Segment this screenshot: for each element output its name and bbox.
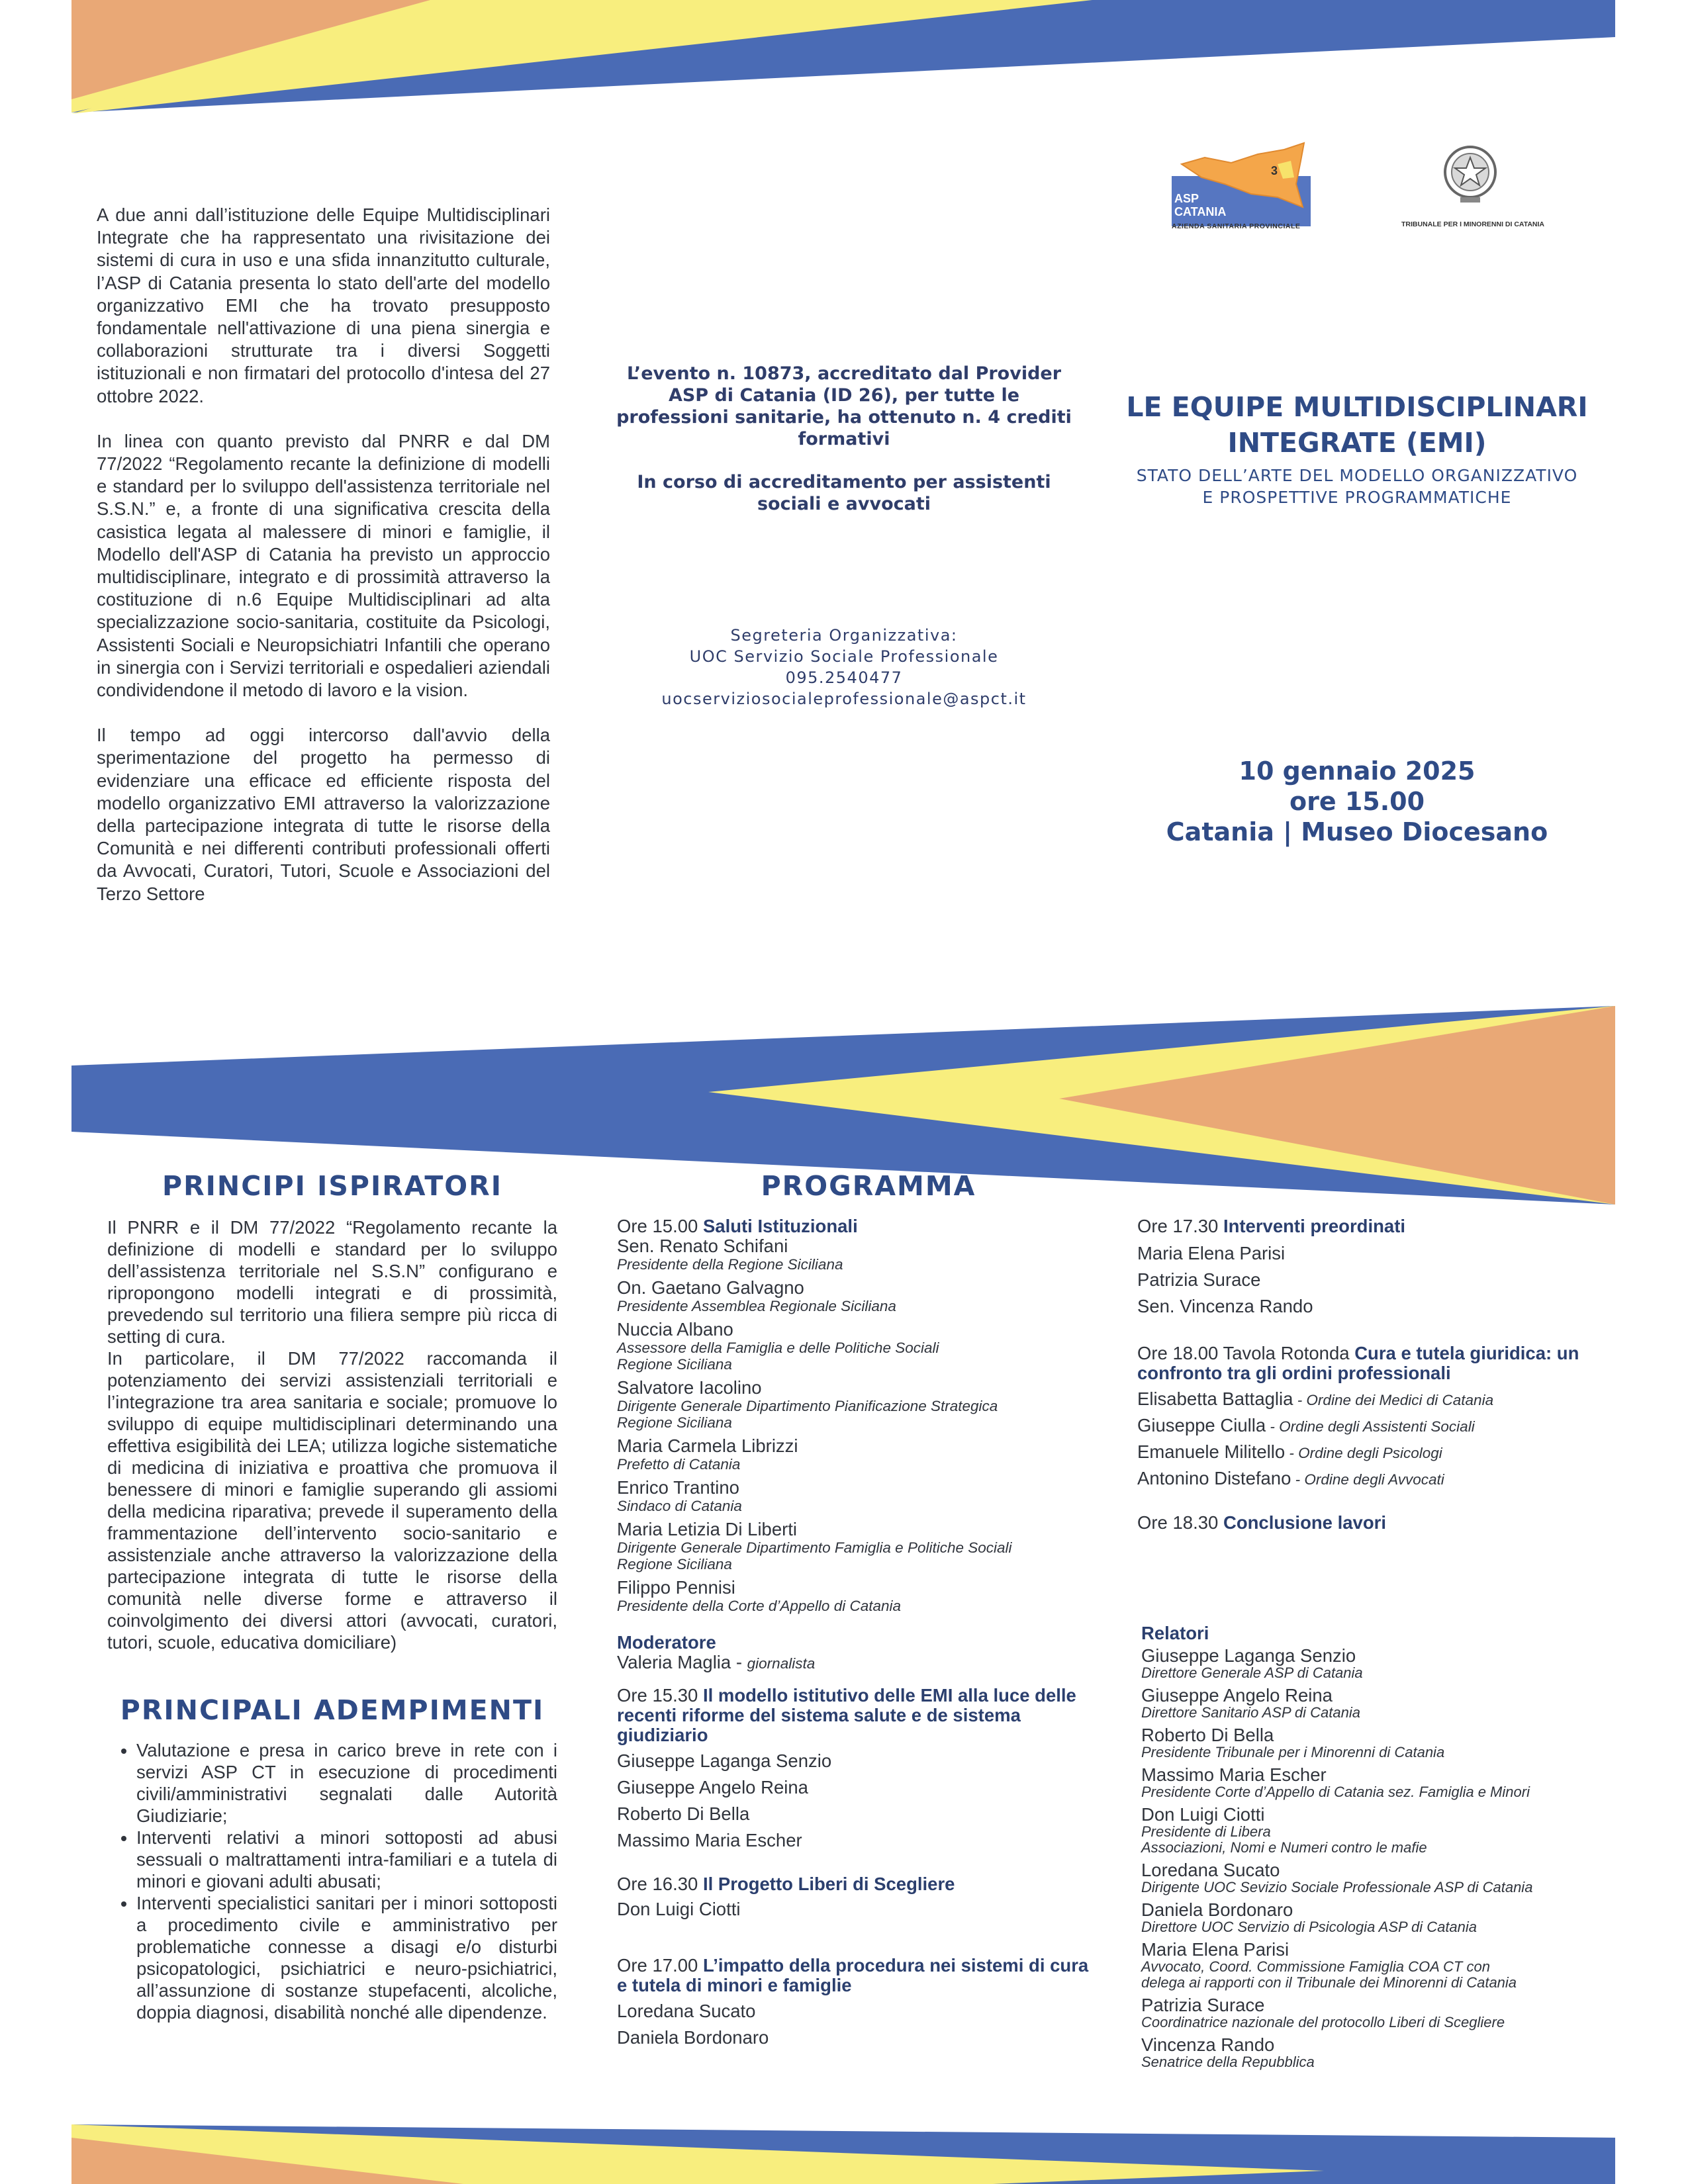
saluto-item — [617, 1236, 1094, 1273]
relatore-role: Direttore Generale ASP di Catania — [1141, 1664, 1363, 1681]
saluto-name: Filippo Pennisi — [617, 1577, 735, 1598]
saluto-name: Maria Carmela Librizzi — [617, 1435, 798, 1456]
event-date-block — [1112, 756, 1602, 847]
tavola-speaker — [1137, 1439, 1601, 1465]
tavola-speaker-role: - Ordine degli Psicologi — [1285, 1445, 1442, 1461]
relatori-list — [1141, 1647, 1605, 2070]
tavola-speaker-name: Giuseppe Ciulla — [1137, 1415, 1266, 1435]
intro-paragraph-1: A due anni dall’istituzione delle Equipe Multidisciplinari Integrate che ha rappresentato una rivisitazione dei sistemi di cura in uso e una sfida innanzitutto culturale, l’ASP di Catania presenta lo stato dell'arte del modello organizzativo EMI che ha trovato presupposto fondamentale nell'attivazione di una piena sinergia e collaborazioni strutturate tra i diversi Soggetti istituzionali e non firmatari del protocollo d'intesa del 27 ottobre 2022. — [97, 205, 550, 406]
adempimenti-list — [107, 1739, 557, 2023]
s6-time: Ore 18.00 Tavola Rotonda — [1137, 1343, 1355, 1363]
relatore-role: Direttore Sanitario ASP di Catania — [1141, 1704, 1360, 1721]
segreteria-email[interactable]: uocserviziosocialeprofessionale@aspct.it — [661, 690, 1027, 708]
principi-paragraph-2: In particolare, il DM 77/2022 raccomanda il potenziamento dei servizi assistenziali territoriali e l’integrazione tra area sanitaria e sociale; promuove lo sviluppo di equipe multidisciplinari determinando una effettiva esigibilità dei LEA; utilizza logiche sistematiche di medicina di iniziativa e proattiva che promuova il benessere di minori e famiglie superando gli assiomi della medicina riparativa; prevede il superamento della frammentazione dell’intervento socio-sanitario e assistenziale anche attraverso la valorizzazione della partecipazione integrata di tutte le risorse della comunità nelle diverse forme e attraverso il coinvolgimento dei diversi attori (avvocati, curatori, tutori, scuole, educativa domiciliare) — [107, 1348, 557, 1653]
principi-heading: PRINCIPI ISPIRATORI — [162, 1170, 502, 1202]
relatore-name: Giuseppe Laganga Senzio — [1141, 1645, 1356, 1666]
saluto-role: Presidente della Corte d’Appello di Catania — [617, 1598, 902, 1614]
programma-column-right — [1137, 1216, 1601, 1533]
relatore-name: Massimo Maria Escher — [1141, 1764, 1327, 1785]
asp-catania-logo — [1172, 138, 1311, 230]
s5-speakers — [1137, 1240, 1601, 1320]
moderatore-name: Valeria Maglia - — [617, 1652, 747, 1672]
s4-time: Ore 17.00 — [617, 1955, 703, 1976]
saluto-name: Salvatore Iacolino — [617, 1377, 762, 1398]
event-date: 10 gennaio 2025 — [1239, 756, 1476, 786]
relatore-name: Maria Elena Parisi — [1141, 1939, 1289, 1960]
relatore-item — [1141, 1686, 1605, 1721]
relatore-name: Don Luigi Ciotti — [1141, 1804, 1265, 1825]
relatore-name: Loredana Sucato — [1141, 1860, 1280, 1880]
relatore-role: Dirigente UOC Sevizio Sociale Professionale ASP di Catania — [1141, 1879, 1533, 1895]
tavola-speaker-name: Antonino Distefano — [1137, 1468, 1291, 1488]
relatore-name: Giuseppe Angelo Reina — [1141, 1685, 1333, 1706]
relatore-item — [1141, 1766, 1605, 1800]
relatori-section — [1141, 1623, 1605, 2070]
ecm-pending-text: In corso di accreditamento per assistenti sociali e avvocati — [637, 472, 1051, 514]
event-place: Catania | Museo Diocesano — [1166, 817, 1548, 846]
s3-title: Il Progetto Liberi di Scegliere — [702, 1874, 955, 1894]
speaker-name: Patrizia Surace — [1137, 1269, 1261, 1290]
speaker-name: Don Luigi Ciotti — [617, 1899, 741, 1919]
relatore-role: Senatrice della Repubblica — [1141, 2054, 1315, 2070]
tavola-speaker — [1137, 1412, 1601, 1439]
relatore-item — [1141, 1996, 1605, 2030]
saluto-item — [617, 1478, 1094, 1514]
s7-title: Conclusione lavori — [1223, 1512, 1386, 1533]
s4-title: L’impatto della procedura nei sistemi di cura e tutela di minori e famiglie — [617, 1955, 1089, 1995]
relatore-role: Presidente Tribunale per i Minorenni di Catania — [1141, 1744, 1445, 1760]
relatore-item — [1141, 1805, 1605, 1856]
asp-logo-line2: CATANIA — [1174, 205, 1227, 218]
saluto-item — [617, 1436, 1094, 1473]
ecm-accreditation — [616, 363, 1072, 536]
s5-time: Ore 17.30 — [1137, 1216, 1223, 1236]
speaker-name: Giuseppe Angelo Reina — [617, 1777, 808, 1797]
relatore-name: Patrizia Surace — [1141, 1995, 1265, 2015]
s3-time: Ore 16.30 — [617, 1874, 703, 1894]
event-title-line1: LE EQUIPE MULTIDISCIPLINARI — [1126, 391, 1588, 423]
tavola-speaker-role: - Ordine degli Avvocati — [1291, 1471, 1444, 1488]
saluto-item — [617, 1278, 1094, 1314]
tavola-speaker-name: Elisabetta Battaglia — [1137, 1388, 1293, 1409]
relatore-name: Vincenza Rando — [1141, 2034, 1275, 2055]
event-time: ore 15.00 — [1289, 787, 1425, 816]
saluto-name: Enrico Trantino — [617, 1477, 739, 1498]
s1-time: Ore 15.00 — [617, 1216, 698, 1236]
adempimento-item: • Interventi relativi a minori sottoposti ad abusi sessuali o maltrattamenti intra-familiari e a tutela di minori e giovani adulti abusati; — [136, 1827, 557, 1892]
relatore-name: Roberto Di Bella — [1141, 1725, 1274, 1745]
tavola-speaker — [1137, 1465, 1601, 1492]
tavola-speaker-role: - Ordine degli Assistenti Sociali — [1266, 1418, 1475, 1435]
relatore-name: Daniela Bordonaro — [1141, 1899, 1293, 1920]
relatore-item — [1141, 1940, 1605, 1991]
s1-title: Saluti Istituzionali — [702, 1216, 858, 1236]
intro-text — [97, 204, 550, 928]
adempimento-item: • Interventi specialistici sanitari per i minori sottoposti a procedimento civile e amministrativo per problematiche connesse a disagi e/o disturbi psicopatologici, psichiatrici e neuro-psichiatrici, all’assunzione di sostanze stupefacenti, alcoliche, doppia diagnosi, disabilità nonché alle dipendenze. — [136, 1892, 557, 2023]
moderatore-label: Moderatore — [617, 1632, 716, 1653]
saluto-role: Prefetto di Catania — [617, 1456, 741, 1473]
asp-logo-subtitle: AZIENDA SANITARIA PROVINCIALE — [1172, 222, 1301, 230]
ecm-credits-text: L’evento n. 10873, accreditato dal Provider ASP di Catania (ID 26), per tutte le professioni sanitarie, ha ottenuto n. 4 crediti formativi — [616, 363, 1072, 449]
event-subtitle-line1: STATO DELL’ARTE DEL MODELLO ORGANIZZATIVO — [1136, 466, 1578, 485]
programma-column — [617, 1216, 1094, 2051]
saluto-role: Dirigente Generale Dipartimento Pianificazione Strategica Regione Siciliana — [617, 1398, 998, 1431]
relatore-item — [1141, 1901, 1605, 1935]
segreteria-office: UOC Servizio Sociale Professionale — [689, 647, 999, 666]
top-decorative-band — [0, 0, 1688, 119]
asp-logo-number: 3 — [1271, 164, 1278, 177]
relatore-role: Presidente di Libera Associazioni, Nomi e Numeri contro le mafie — [1141, 1823, 1427, 1856]
saluto-role: Dirigente Generale Dipartimento Famiglia e Politiche Sociali Regione Siciliana — [617, 1539, 1012, 1572]
relatore-item — [1141, 1647, 1605, 1681]
relatore-role: Direttore UOC Servizio di Psicologia ASP di Catania — [1141, 1919, 1477, 1935]
saluto-item — [617, 1378, 1094, 1431]
saluto-item — [617, 1520, 1094, 1572]
asp-logo-line1: ASP — [1174, 192, 1199, 205]
saluto-role: Presidente della Regione Siciliana — [617, 1256, 843, 1273]
segreteria-label: Segreteria Organizzativa: — [730, 626, 958, 645]
speaker-name: Sen. Vincenza Rando — [1137, 1296, 1313, 1316]
segreteria-phone: 095.2540477 — [785, 668, 903, 687]
saluto-role: Assessore della Famiglia e delle Politiche Sociali Regione Siciliana — [617, 1340, 939, 1373]
relatore-role: Presidente Corte d’Appello di Catania sez. Famiglia e Minori — [1141, 1784, 1530, 1800]
tavola-speaker-role: - Ordine dei Medici di Catania — [1293, 1392, 1494, 1408]
s5-title: Interventi preordinati — [1223, 1216, 1405, 1236]
saluto-role: Presidente Assemblea Regionale Siciliana — [617, 1298, 896, 1314]
bottom-decorative-band — [0, 2052, 1688, 2184]
saluto-name: Maria Letizia Di Liberti — [617, 1519, 798, 1539]
tribunale-label: TRIBUNALE PER I MINORENNI DI CATANIA — [1401, 220, 1545, 228]
speaker-name: Giuseppe Laganga Senzio — [617, 1751, 832, 1771]
principi-paragraph-1: Il PNRR e il DM 77/2022 “Regolamento recante la definizione di modelli e standard per lo sviluppo dell’assistenza territoriale nel S.S.N” configurano e ripropongono modelli integrati e di prossimità, prevedendo sul territorio una filiera sempre più ricca di setting di cura. — [107, 1217, 557, 1347]
speaker-name: Massimo Maria Escher — [617, 1830, 802, 1850]
s6-title: Cura e tutela giuridica: un confronto tra gli ordini professionali — [1137, 1343, 1579, 1383]
intro-paragraph-2: In linea con quanto previsto dal PNRR e dal DM 77/2022 “Regolamento recante la definizione di modelli e standard per lo sviluppo dell'assistenza territoriale nel S.S.N.” e, a fronte di una significativa crescita della casistica legata al malessere di minori e famiglie, il Modello dell'ASP di Catania ha previsto un approccio multidisciplinare, integrato e di prossimità attraverso la costituzione di n.6 Equipe Multidisciplinari ad alta specializzazione socio-sanitaria, costituite da Psicologi, Assistenti Sociali e Neuropsichiatri Infantili che operano in sinergia con i Servizi territoriali e ospedalieri aziendali condividendone il metodo di lavoro e la vision. — [97, 430, 550, 701]
event-title-line2: INTEGRATE (EMI) — [1227, 427, 1487, 459]
segreteria-organizzativa — [616, 625, 1072, 709]
intro-paragraph-3: Il tempo ad oggi intercorso dall'avvio della sperimentazione del progetto ha permesso di evidenziare una efficace ed efficiente risposta del modello organizzativo EMI attraverso la valorizzazione della partecipazione integrata di tutte le risorse della Comunità e nei differenti contributi professionali offerti da Avvocati, Curatori, Tutori, Scuole e Associazioni del Terzo Settore — [97, 725, 550, 904]
s7-time: Ore 18.30 — [1137, 1512, 1223, 1533]
tavola-speaker-name: Emanuele Militello — [1137, 1441, 1286, 1462]
saluto-name: Sen. Renato Schifani — [617, 1236, 788, 1256]
s4-speakers — [617, 1998, 1094, 2051]
speaker-name: Daniela Bordonaro — [617, 2027, 769, 2048]
italian-republic-emblem-icon — [1440, 140, 1500, 206]
s6-speakers — [1137, 1386, 1601, 1492]
event-subtitle-line2: E PROSPETTIVE PROGRAMMATICHE — [1202, 488, 1512, 507]
principi-text — [107, 1216, 557, 1653]
saluto-name: Nuccia Albano — [617, 1319, 733, 1340]
relatori-heading: Relatori — [1141, 1623, 1209, 1643]
s2-title: Il modello istitutivo delle EMI alla luce delle recenti riforme del sistema salute e de sistema giudiziario — [617, 1685, 1076, 1745]
relatore-item — [1141, 1726, 1605, 1760]
saluto-role: Sindaco di Catania — [617, 1498, 742, 1514]
saluto-item — [617, 1320, 1094, 1373]
programma-heading: PROGRAMMA — [761, 1170, 976, 1202]
saluto-item — [617, 1578, 1094, 1614]
event-subtitle — [1112, 465, 1602, 508]
s2-speakers — [617, 1748, 1094, 1854]
saluti-list — [617, 1236, 1094, 1614]
s2-time: Ore 15.30 — [617, 1685, 703, 1706]
relatore-role: Coordinatrice nazionale del protocollo Liberi di Scegliere — [1141, 2014, 1505, 2030]
relatore-role: Avvocato, Coord. Commissione Famiglia COA CT con delega ai rapporti con il Tribunale dei Minorenni di Catania — [1141, 1958, 1517, 1991]
speaker-name: Maria Elena Parisi — [1137, 1243, 1286, 1263]
s3-speakers — [617, 1896, 1094, 1923]
moderatore-role: giornalista — [747, 1655, 816, 1672]
event-title — [1112, 389, 1602, 461]
tavola-speaker — [1137, 1386, 1601, 1412]
relatore-item — [1141, 1861, 1605, 1895]
adempimenti-heading: PRINCIPALI ADEMPIMENTI — [120, 1694, 545, 1726]
speaker-name: Loredana Sucato — [617, 2001, 756, 2021]
speaker-name: Roberto Di Bella — [617, 1803, 750, 1824]
adempimento-item: • Valutazione e presa in carico breve in rete con i servizi ASP CT in esecuzione di procedimenti civili/amministrativi segnalati dalle Autorità Giudiziarie; — [136, 1739, 557, 1827]
saluto-name: On. Gaetano Galvagno — [617, 1277, 804, 1298]
